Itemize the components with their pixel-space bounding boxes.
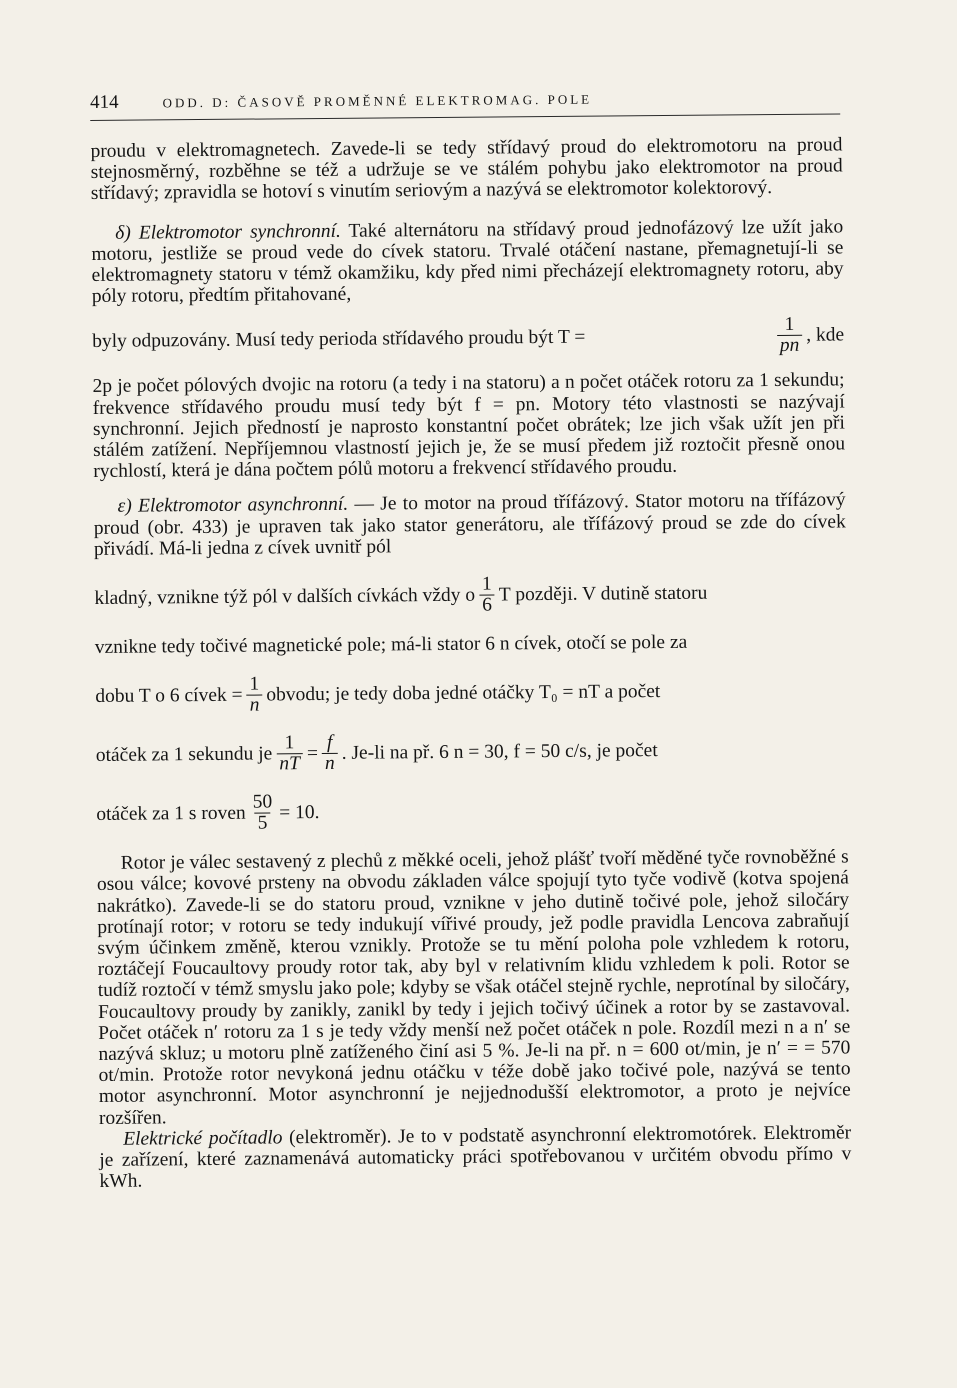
fraction-one-over-n: $\frac{1}{n}$ [246,675,262,716]
page-header [90,85,840,121]
formula-line-sixth: kladný, vznikne týž pól v dalších cívkách vždy o $\frac{1}{6}$ T později. V dutině statoru [94,573,708,616]
formula-line-period [92,315,844,363]
text-synchronni: Také alternátoru na střídavý proud jednofázový lze užít jako motoru, jestliže se proud vede do cívek statoru. Trvalé otáčení nastane, přemagnetují-li se elektromagnety statoru v témž okamžiku, kdy před nimi přecházejí elektromagnety rotoru, aby póly rotoru, předtím přitahované, [91,216,844,308]
fraction-f-over-n: $\frac{f}{n}$ [322,733,338,774]
paragraph-elektromer: Elektrické počítadlo (elektroměr). Je to v podstatě asynchronní elektromotórek. Elektroměr je zařízení, které zaznamenává automaticky práci spotřebovanou v určitém obvodu přímo v kWh. [99,1122,852,1193]
formula-text-before: byly odpuzovány. Musí tedy perioda střídavého proudu být T = [92,326,586,353]
text-asynchronni: — Je to motor na proud třífázový. Stator motoru na třífázový proud (obr. 433) je upraven tak jako stator generátoru, ale třífázový proud se zde do cívek přivádí. Má-li jedna z cívek uvnitř pól [93,489,846,560]
fraction-fifty-over-five: $\frac{50}{5}$ [252,791,273,834]
formula-line-result: otáček za 1 s roven $\frac{50}{5}$ = 10. [96,791,320,834]
page-body [90,134,851,1192]
formula-text-after: , kde [806,324,845,347]
text-synchronni-continued: 2p je počet pólových dvojic na rotoru (a tedy i na statoru) a n počet otáček rotoru za 1 sekundu; frekvence střídavého proudu musí tedy být f = pn. Motory této vlastnosti se nazývají synchronní. Jejich předností je naprosto konstantní počet obrátek; lze jich však užít jen při stálém zatížení. Nepříjemnou vlastností jejich je, že se musí předem již roztočit přesně onou rychlostí, která je dána počtem pólů motoru a frekvencí střídavého proudu. [92,369,846,483]
fraction-period: $\frac{1}{pn}$ [777,315,803,356]
fraction-one-sixth: $\frac{1}{6}$ [479,575,495,616]
heading-elektromer: Elektrické počítadlo [123,1127,283,1150]
running-title: ODD. D: ČASOVĚ PROMĚNNÉ ELEKTROMAG. POLE [162,91,593,111]
page-number: 414 [90,91,119,113]
paragraph-rotor: Rotor je válec sestavený z plechů z měkké oceli, jehož plášť tvoří měděné tyče rovnoběžné s osou válce; kovové prsteny na obvodu základen válce spojují tyto tyče vodivě (kotva spojená nakrátko). Zavede-li se do statoru proud, vznikne v jeho dutině točivé pole, jehož siločáry protínají rotor; v rotoru se tedy indukují vířivé proudy, jež podle pravidla Lencova zabraňují svým účinkem změně, kterou vznikly. Protože se tu mění poloha pole vzhledem k rotoru, roztáčejí Foucaultovy proudy rotor tak, aby byl v relativním klidu vzhledem k poli. Rotor se tudíž roztočí v témž smyslu jako pole; kdyby se však otáčel stejně rychle, neprotínal by siločáry, Foucaultovy proudy by zanikly, zanikl by tedy i jejich točivý účinek a rotor by se zastavoval. Počet otáček n′ rotoru za 1 s je tedy vždy menší než počet otáček n pole. Rozdíl mezi n a n′ se nazývá skluz; u motoru plně zatíženého činí asi 5 %. Je-li na př. n = 600 ot/min, je n′ = = 570 ot/min. Protože rotor nevykoná jednu otáčku v téže době jako točivé pole, nazývá se tento motor asynchronní. Motor asynchronní je nejjednodušší elektromotor, a proto je nejvíce rozšířen. [96,846,851,1129]
fraction-one-over-nt: $\frac{1}{nT}$ [276,733,303,774]
text-line-rotating-field: vznikne tedy točivé magnetické pole; má-li stator 6 n cívek, otočí se pole za [94,631,688,659]
heading-synchronni: δ) Elektromotor synchronní. [115,220,341,244]
formula-line-revolutions: otáček za 1 sekundu je $\frac{1}{nT}$ = $\frac{f}{n}$ . Je-li na př. 6 n = 30, f = 50 c/s, je počet [95,732,658,775]
section-synchronni [91,216,844,307]
formula-line-period-t0: dobu T o 6 cívek = $\frac{1}{n}$ obvodu; je tedy doba jedné otáčky T₀ = nT a počet [95,673,661,716]
book-page [90,85,861,1342]
heading-asynchronni: ε) Elektromotor asynchronní. [117,494,349,518]
paragraph-kolektorovy: proudu v elektromagnetech. Zavede-li se tedy střídavý proud do elektromotoru na proud stejnosměrný, rozběhne se též a udržuje se ve stálém pohybu jako elektromotor na proud střídavý; zpravidla se hotoví s vinutím seriovým a nazývá se elektromotor kolektorový. [90,134,843,205]
section-asynchronni [94,490,847,560]
